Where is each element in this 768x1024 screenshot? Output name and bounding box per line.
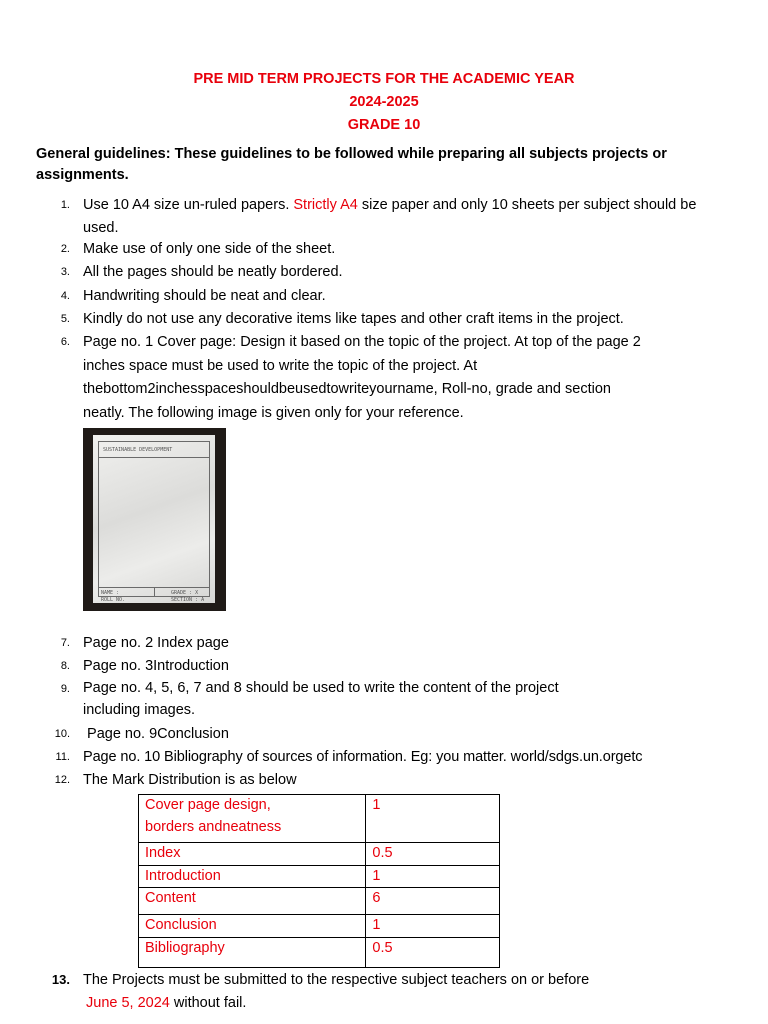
table-cell-item: Conclusion	[139, 915, 366, 938]
table-cell-mark: 0.5	[366, 843, 500, 866]
list-number: 2.	[60, 243, 70, 255]
list-number: 13.	[51, 972, 70, 987]
table-cell-mark: 1	[366, 915, 500, 938]
cover-page-reference-photo	[83, 428, 226, 611]
text-line	[86, 992, 743, 1015]
list-number: 11.	[55, 751, 70, 763]
list-text: Page no. 9Conclusion	[83, 726, 229, 742]
text-line: neatly. The following image is given only for your reference.	[83, 404, 464, 421]
highlight-strictly-a4: Strictly A4	[293, 197, 358, 213]
list-text: Page no. 3Introduction	[83, 658, 229, 674]
text-line: including images.	[83, 701, 196, 718]
list-number: 10.	[54, 728, 70, 740]
table-row	[139, 865, 500, 888]
cell-text: borders andneatness	[145, 818, 282, 835]
table-row	[139, 937, 500, 967]
table-row	[139, 888, 500, 915]
list-text: Page no. 2 Index page	[83, 635, 229, 651]
list-number: 6.	[60, 336, 70, 348]
table-cell-item: Index	[139, 843, 366, 866]
document-title	[0, 68, 768, 137]
cell-text: Cover page design,	[145, 797, 271, 813]
mark-distribution-table	[138, 794, 500, 968]
list-number: 7.	[60, 637, 70, 649]
table-cell-mark: 1	[366, 865, 500, 888]
list-number: 8.	[60, 660, 70, 672]
table-cell-item	[139, 795, 366, 843]
photo-grade-text: GRADE : X	[171, 590, 199, 596]
list-text	[83, 969, 743, 1014]
paper-divider	[98, 457, 210, 458]
text-line: The Projects must be submitted to the respective subject teachers on or before	[83, 972, 590, 988]
table-cell-mark: 6	[366, 888, 500, 915]
photo-roll-text: ROLL NO.	[101, 597, 126, 603]
photo-section-text: SECTION : A	[171, 597, 205, 603]
text-line: inches space must be used to write the topic of the project. At	[83, 357, 478, 374]
text-line: thebottom2inchesspaceshouldbeusedtowriteyourname, Roll-no, grade and section	[83, 381, 611, 397]
list-text	[83, 678, 743, 721]
text-part: size paper and only 10 sheets per subject should be used.	[83, 197, 697, 236]
list-text: Make use of only one side of the sheet.	[83, 241, 336, 257]
paper-divider	[154, 587, 155, 597]
list-number: 9.	[60, 683, 70, 695]
paper-border	[98, 441, 210, 597]
list-text: Handwriting should be neat and clear.	[83, 288, 326, 304]
text-line: Page no. 1 Cover page: Design it based on the topic of the project. At top of the page 2	[83, 334, 641, 350]
table-cell-mark: 0.5	[366, 937, 500, 967]
list-text	[83, 194, 723, 239]
table-cell-mark: 1	[366, 795, 500, 843]
table-cell-item: Bibliography	[139, 937, 366, 967]
list-number: 12.	[54, 774, 70, 786]
photo-paper-sheet	[93, 435, 215, 603]
text-line: Page no. 4, 5, 6, 7 and 8 should be used to write the content of the project	[83, 680, 559, 696]
list-text: The Mark Distribution is as below	[83, 772, 297, 788]
photo-name-text: NAME :	[101, 590, 120, 596]
title-line-3: GRADE 10	[347, 117, 421, 133]
list-number: 1.	[60, 199, 70, 211]
list-text: All the pages should be neatly bordered.	[83, 264, 343, 280]
list-text: Page no. 10 Bibliography of sources of information. Eg: you matter. world/sdgs.un.orgetc	[83, 749, 643, 765]
list-text	[83, 331, 743, 425]
text-part: Use 10 A4 size un-ruled papers.	[83, 197, 294, 213]
title-line-2: 2024-2025	[349, 94, 419, 110]
text-part: without fail.	[169, 994, 247, 1011]
title-line-1: PRE MID TERM PROJECTS FOR THE ACADEMIC YEAR	[193, 71, 575, 87]
list-text: Kindly do not use any decorative items like tapes and other craft items in the project.	[83, 311, 624, 327]
list-number: 3.	[60, 266, 70, 278]
table-cell-item: Content	[139, 888, 366, 915]
table-row	[139, 795, 500, 843]
list-number: 4.	[60, 290, 70, 302]
list-number: 5.	[60, 313, 70, 325]
due-date: June 5, 2024	[86, 994, 170, 1011]
photo-topic-text: SUSTAINABLE DEVELOPMENT	[103, 447, 173, 453]
general-guidelines: General guidelines: These guidelines to be followed while preparing all subjects projects or assignments.	[36, 146, 667, 183]
table-cell-item: Introduction	[139, 865, 366, 888]
table-row	[139, 915, 500, 938]
table-row	[139, 843, 500, 866]
